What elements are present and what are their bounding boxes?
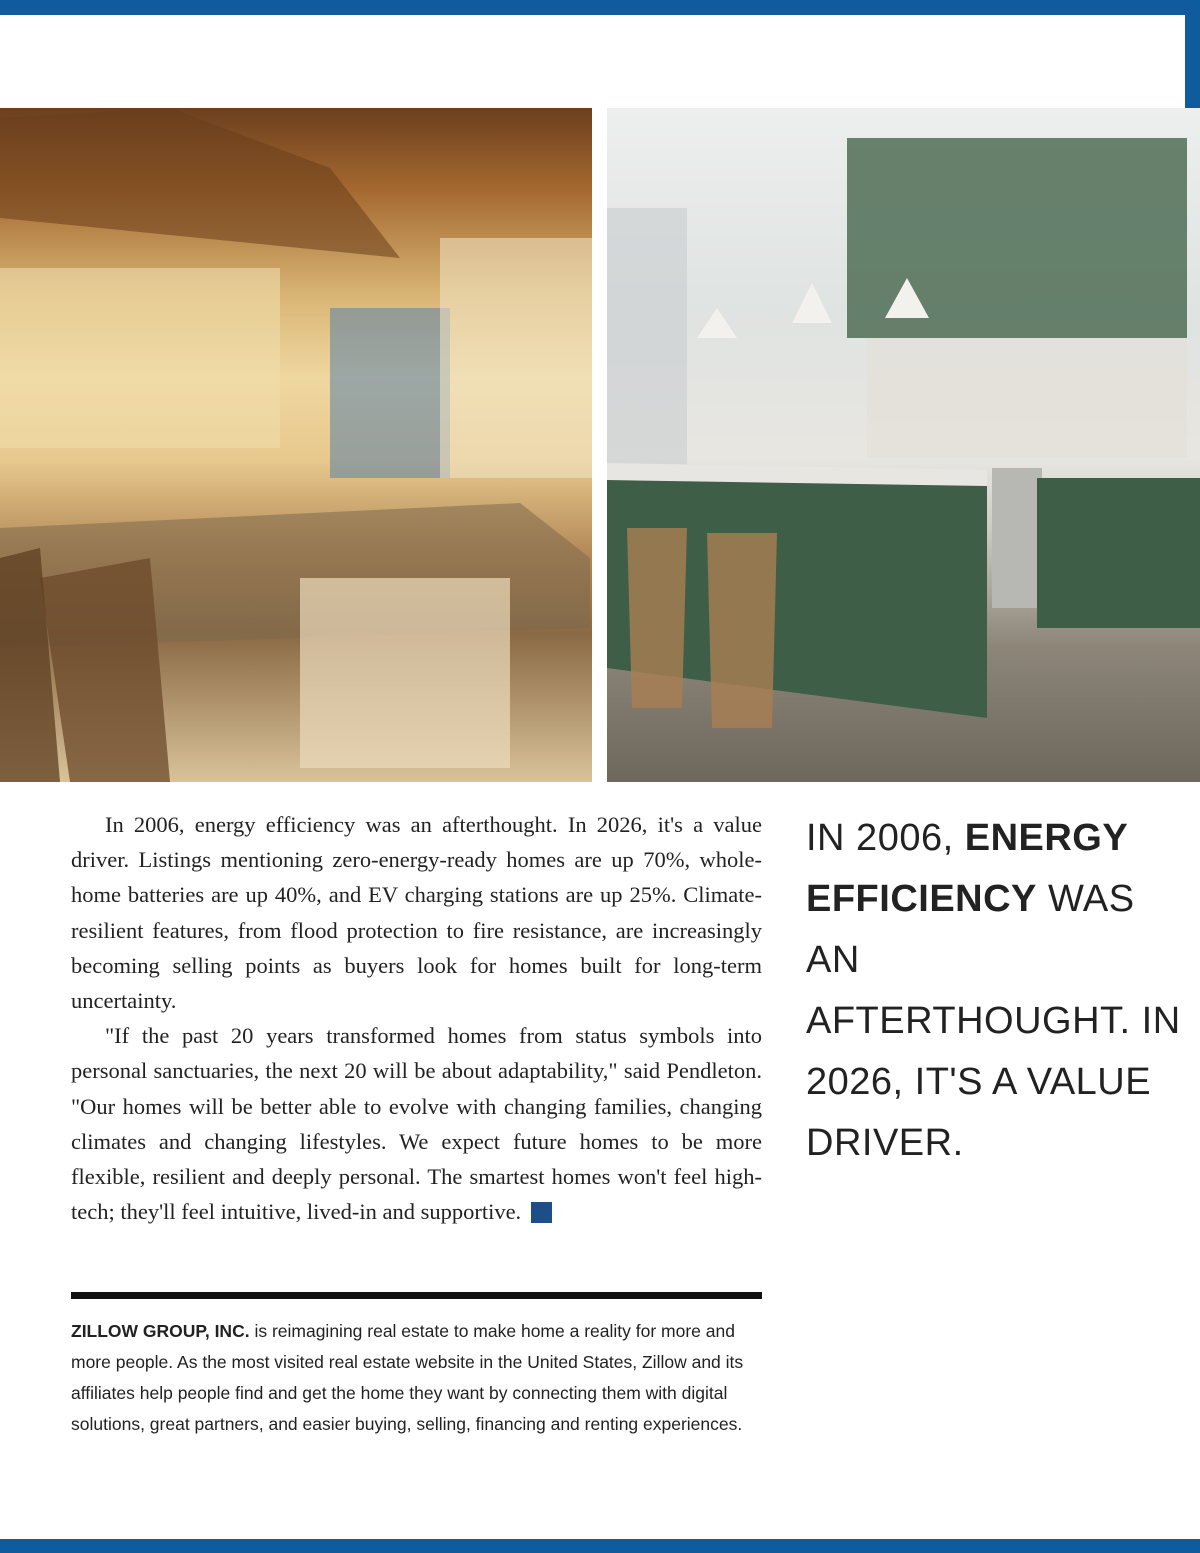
modern-green-kitchen-photo [607,108,1200,782]
company-name: ZILLOW GROUP, INC. [71,1321,250,1341]
article-body [71,807,762,1229]
pull-quote-text: WAS AN AFTERTHOUGHT. IN 2026, IT'S A VALUE DRIVER. [806,878,1181,1164]
pull-quote [806,808,1186,1174]
company-description: is reimagining real estate to make home a reality for more and more people. As the most visited real estate website in the United States, Zillow and its affiliates help people find and get the home they want by connecting them with digital solutions, great partners, and easier buying, selling, financing and renting experiences. [71,1321,744,1434]
article-paragraph-text: "If the past 20 years transformed homes from status symbols into personal sanctuaries, the next 20 will be about adaptability," said Pendleton. "Our homes will be better able to evolve with changing families, changing climates and changing lifestyles. We expect future homes to be more flexible, resilient and deeply personal. The smartest homes won't feel high-tech; they'll feel intuitive, lived-in and supportive. [71,1023,762,1225]
article-paragraph: In 2006, energy efficiency was an afterthought. In 2026, it's a value driver. Listings mentioning zero-energy-ready homes are up 70%, whole-home batteries are up 40%, and EV charging stations are up 25%. Climate-resilient features, from flood protection to fire resistance, are increasingly becoming selling points as buyers look for homes built for long-term uncertainty. [71,812,762,1014]
end-mark-icon: B [531,1202,552,1223]
top-accent-bar [0,0,1200,15]
company-blurb [71,1316,771,1440]
section-divider [71,1292,762,1299]
bottom-accent-bar [0,1539,1200,1553]
article-paragraph [71,1018,762,1229]
traditional-kitchen-photo [0,108,592,782]
pull-quote-text: IN 2006, [806,817,965,859]
pull-quote-emphasis: ENERGY EFFICIENCY [806,817,1128,920]
